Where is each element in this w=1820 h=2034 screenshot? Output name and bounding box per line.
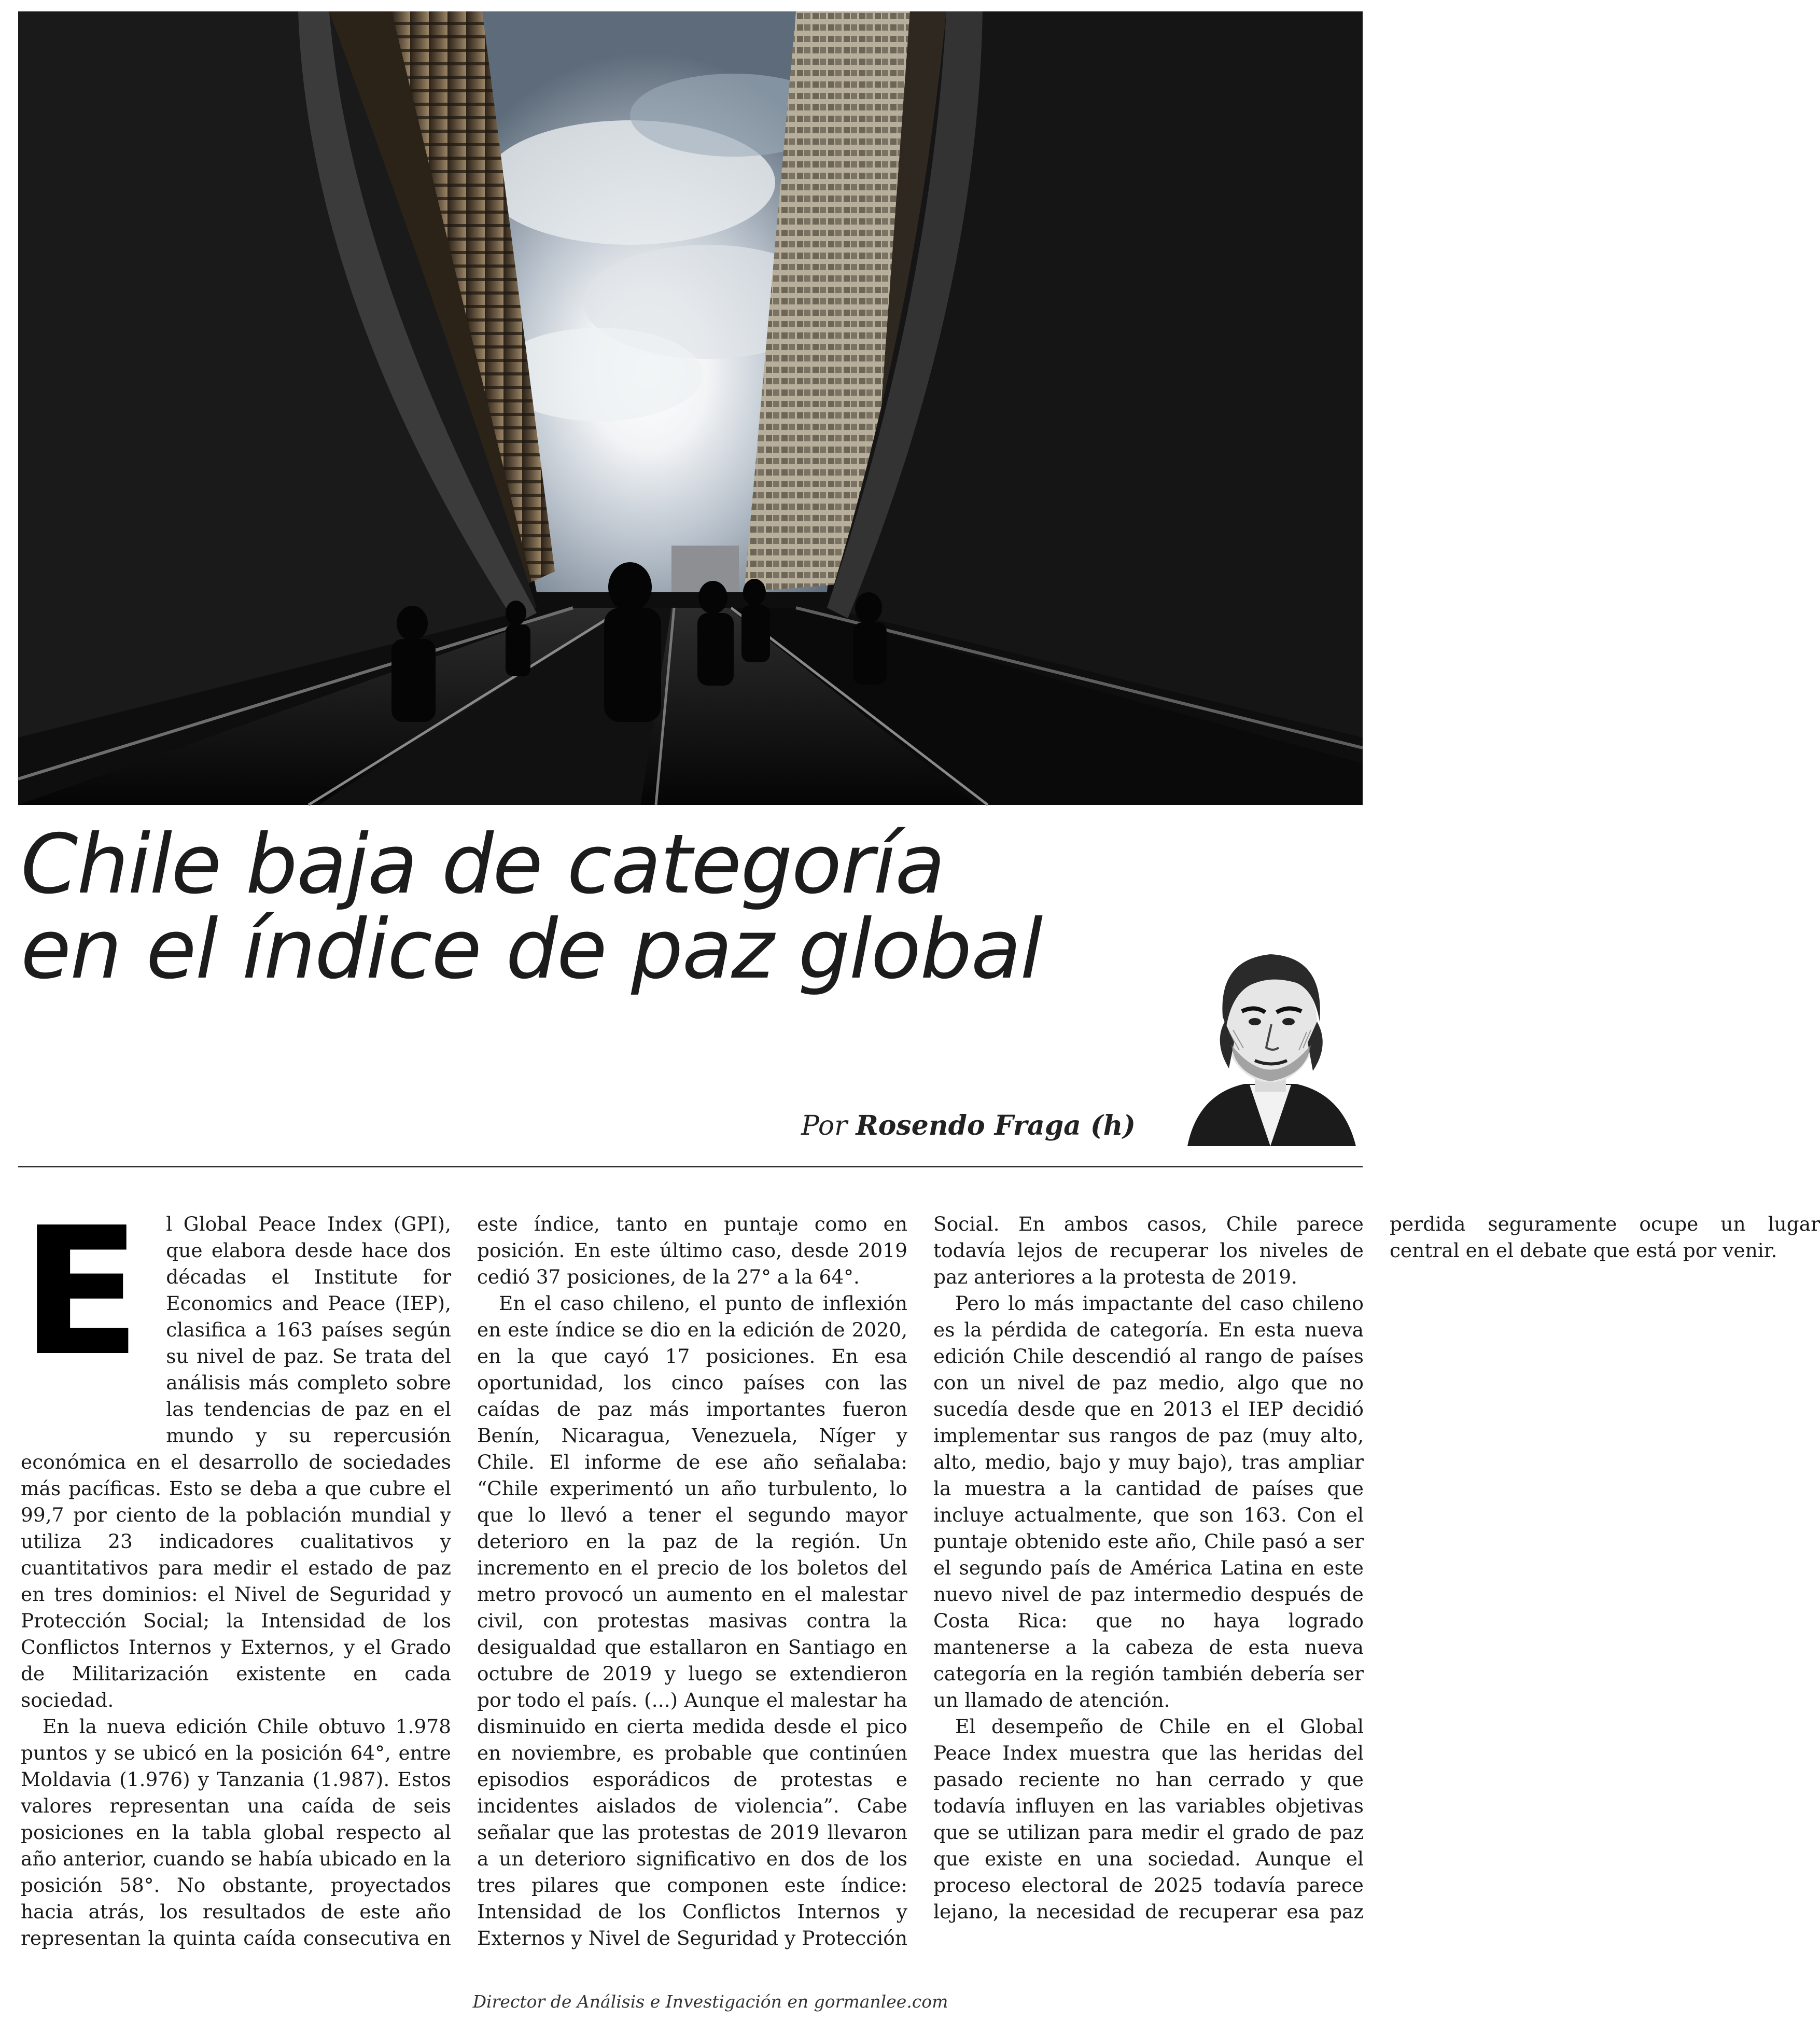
headline-line-2: en el índice de paz global xyxy=(21,902,1042,997)
paragraph-text: l Global Peace Index (GPI), que elabora desde hace dos décadas el Institute for Economics and Peace (IEP), clasifica a 163 países según su nivel de paz. Se trata del análisis más completo sobre las tendencias de paz en el mundo y su repercusión económica en el desarrollo de sociedades más pacíficas. Esto se deba a que cubre el 99,7 por ciento de la población mundial y utiliza 23 indicadores cualitativos y cuantitativos para medir el estado de paz en tres dominios: el Nivel de Seguridad y Protección Social; la Intensidad de los Conflictos Internos y Externos, y el Grado de Militarización existente en cada sociedad. xyxy=(21,1213,451,1711)
headline xyxy=(21,817,1161,997)
article-paragraph xyxy=(21,1190,451,1713)
hero-photo xyxy=(18,11,1363,805)
article-body xyxy=(21,1190,1820,1953)
article-paragraph: El desempeño de Chile en el Global Peace Index muestra que las heridas del pasado reciente no han cerrado y que todavía influyen en las variables objetivas que se utilizan para medir el grado de paz que existe en una sociedad. Aunque el proceso electoral de 2025 todavía parece lejano, la necesidad de recuperar esa paz perdida seguramente ocupe un lugar central en el debate que está por venir. xyxy=(933,1213,1820,1923)
headline-line-1: Chile baja de categoría xyxy=(21,817,944,912)
article-paragraph: En el caso chileno, el punto de inflexión en este índice se dio en la edición de 2020, en la que cayó 17 posiciones. En esa oportunidad, los cinco países con las caídas de paz más importantes fueron Benín, Nicaragua, Venezuela, Níger y Chile. El informe de ese año señalaba: “Chile experimentó un año turbulento, lo que lo llevó a tener el segundo mayor deterioro en la paz de la región. Un incremento en el precio de los boletos del metro provocó un aumento en el malestar civil, con protestas masivas contra la desigualdad que estallaron en Santiago en octubre de 2019 y luego se extendieron por todo el país. (...) Aunque el malestar ha disminuido en cierta medida desde el pico en noviembre, es probable que continúen episodios esporádicos de protestas e incidentes aislados de violencia”. Cabe señalar que las protestas de 2019 llevaron a un deterioro significativo en dos de los tres pilares que componen este índice: Intensidad de los Conflictos Internos y Externos y Nivel de Seguridad y Protección Social. En ambos casos, Chile parece todavía lejos de recuperar los niveles de paz anteriores a la protesta de 2019. xyxy=(477,1213,1364,1949)
byline xyxy=(801,1110,1136,1141)
author-portrait xyxy=(1177,939,1364,1146)
drop-cap: E xyxy=(21,1190,142,1395)
article-paragraph: Pero lo más impactante del caso chileno es la pérdida de categoría. En esta nueva edición Chile descendió al rango de países con un nivel de paz medio, algo que no sucedía desde que en 2013 el IEP decidió implementar sus rangos de paz (muy alto, alto, medio, bajo y muy bajo), tras ampliar la muestra a la cantidad de países que incluye actualmente, que son 163. Con el puntaje obtenido este año, Chile pasó a ser el segundo país de América Latina en este nuevo nivel de paz intermedio después de Costa Rica: que no haya logrado mantenerse a la cabeza de esta nueva categoría en la región también debería ser un llamado de atención. xyxy=(933,1292,1364,1711)
byline-prefix: Por xyxy=(801,1110,847,1141)
article-paragraph: En la nueva edición Chile obtuvo 1.978 puntos y se ubicó en la posición 64°, entre Moldavia (1.976) y Tanzania (1.987). Estos valores representan una caída de seis posiciones en la tabla global respecto al año anterior, cuando se había ubicado en la posición 58°. No obstante, proyectados hacia atrás, los resultados de este año representan la quinta caída consecutiva en este índice, tanto en puntaje como en posición. En este último caso, desde 2019 cedió 37 posiciones, de la 27° a la 64°. xyxy=(21,1213,907,1949)
byline-author: Rosendo Fraga (h) xyxy=(856,1110,1136,1141)
author-credit: Director de Análisis e Investigación en gormanlee.com xyxy=(472,1991,948,2012)
divider-rule xyxy=(18,1166,1363,1167)
